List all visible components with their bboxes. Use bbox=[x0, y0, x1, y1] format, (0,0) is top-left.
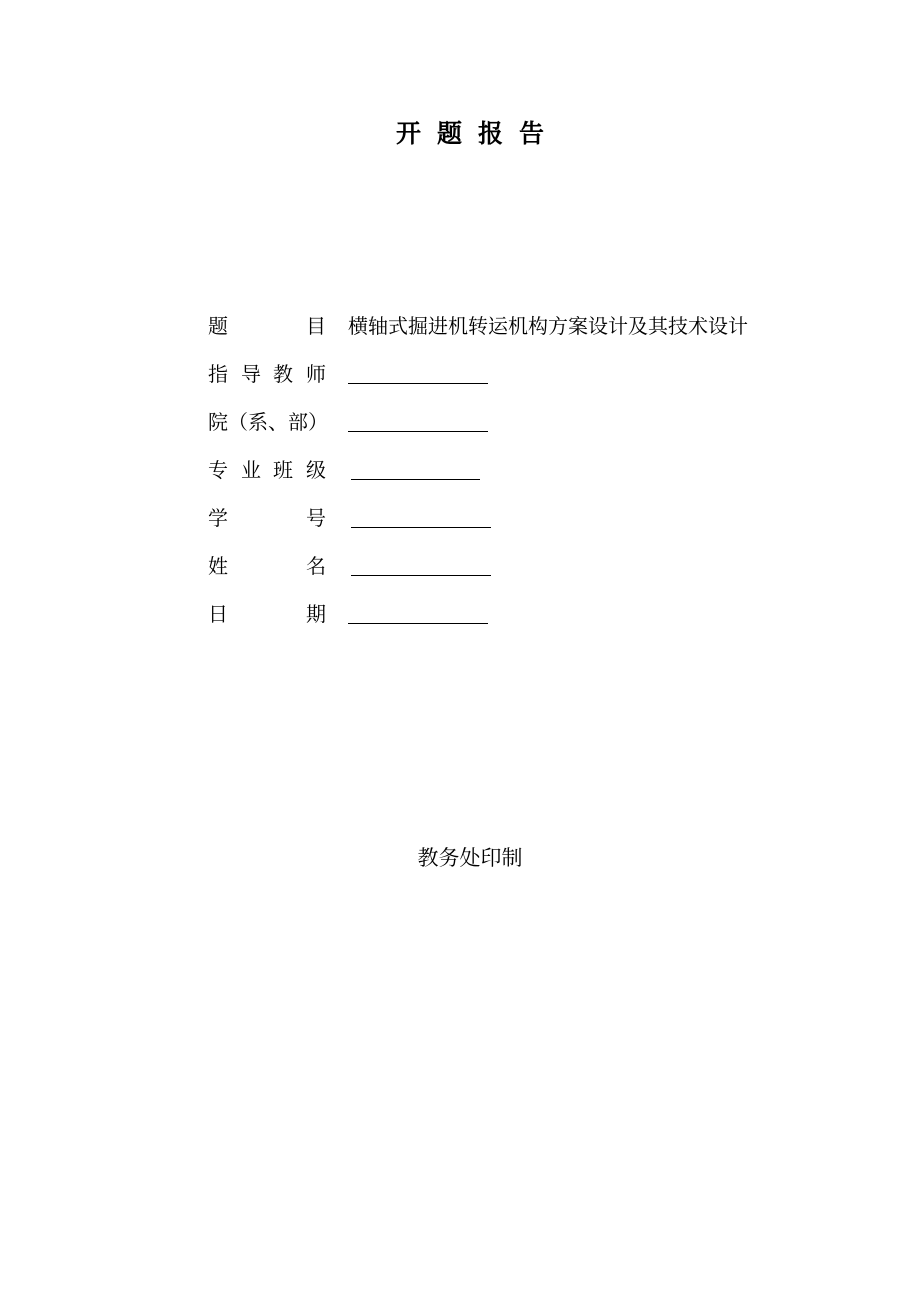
field-label-department bbox=[208, 407, 326, 437]
label-char: 师 bbox=[306, 362, 326, 386]
label-char: 号 bbox=[306, 506, 326, 530]
field-row-major-class bbox=[208, 455, 326, 485]
title-char: 告 bbox=[519, 119, 545, 148]
label-char: 日 bbox=[208, 602, 228, 626]
major-class-blank-line[interactable] bbox=[351, 455, 480, 480]
field-row-supervisor bbox=[208, 359, 326, 389]
field-row-topic bbox=[208, 311, 748, 341]
label-char: 学 bbox=[208, 506, 228, 530]
supervisor-blank-line[interactable] bbox=[348, 359, 488, 384]
label-char: 目 bbox=[306, 314, 326, 338]
label-char: 专 bbox=[208, 458, 228, 482]
label-char: 级 bbox=[306, 458, 326, 482]
issuer-footer: 教务处印制 bbox=[417, 846, 523, 870]
label-char: 班 bbox=[273, 458, 293, 482]
label-char: 导 bbox=[241, 362, 261, 386]
label-char: 业 bbox=[241, 458, 261, 482]
label-char: 姓 bbox=[208, 554, 228, 578]
field-row-department bbox=[208, 407, 326, 437]
label-char: 指 bbox=[208, 362, 228, 386]
title-char: 题 bbox=[436, 119, 462, 148]
title-char: 报 bbox=[478, 119, 504, 148]
field-label-supervisor bbox=[208, 359, 326, 389]
label-char: 期 bbox=[306, 602, 326, 626]
report-title bbox=[0, 116, 920, 152]
department-blank-line[interactable] bbox=[348, 407, 488, 432]
field-label-topic bbox=[208, 311, 326, 341]
label-char: 名 bbox=[306, 554, 326, 578]
date-blank-line[interactable] bbox=[348, 599, 488, 624]
field-row-name bbox=[208, 551, 326, 581]
field-value-topic: 横轴式掘进机转运机构方案设计及其技术设计 bbox=[348, 314, 748, 338]
field-row-student-id bbox=[208, 503, 326, 533]
field-label-date bbox=[208, 599, 326, 629]
field-label-name bbox=[208, 551, 326, 581]
label-char: 教 bbox=[273, 362, 293, 386]
title-char: 开 bbox=[395, 119, 421, 148]
field-label-student-id bbox=[208, 503, 326, 533]
label-text: 院（系、部） bbox=[208, 410, 328, 434]
field-row-date bbox=[208, 599, 326, 629]
student-id-blank-line[interactable] bbox=[351, 503, 491, 528]
label-char: 题 bbox=[208, 314, 228, 338]
field-label-major-class bbox=[208, 455, 326, 485]
name-blank-line[interactable] bbox=[351, 551, 491, 576]
